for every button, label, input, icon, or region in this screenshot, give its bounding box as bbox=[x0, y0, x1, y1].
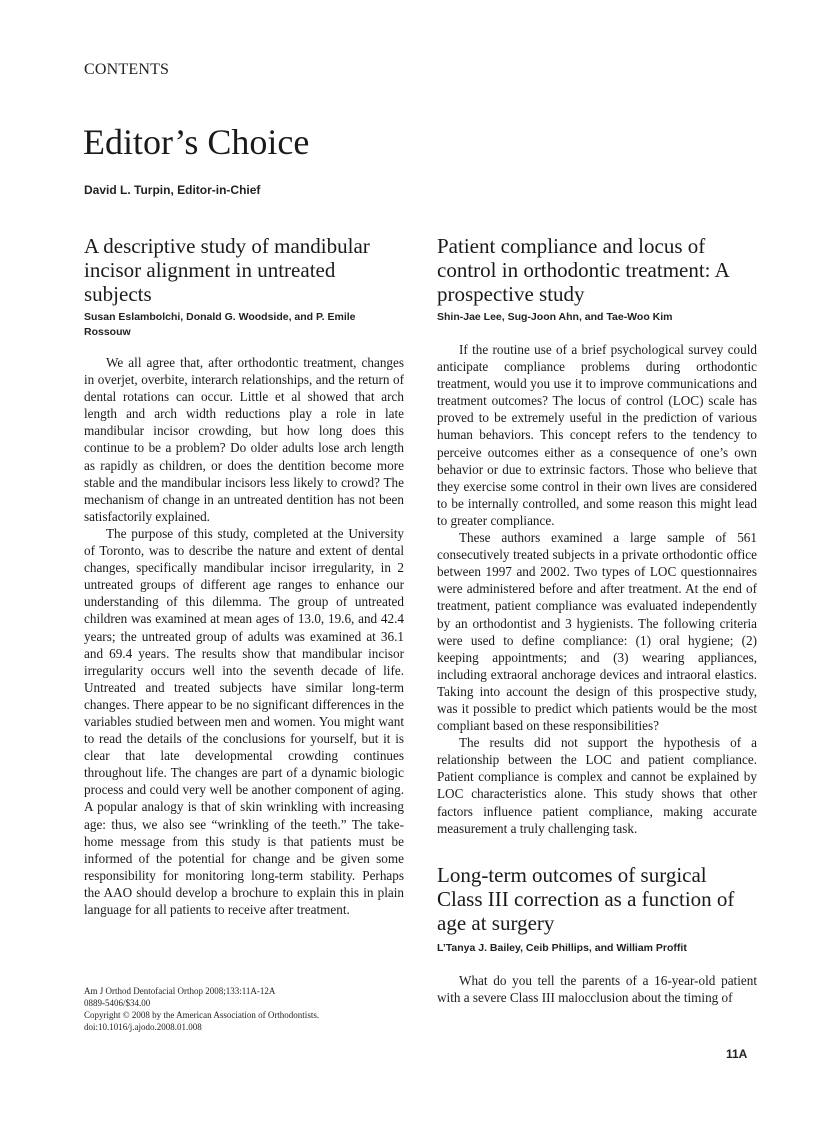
footer-citation-block bbox=[84, 985, 319, 1033]
paragraph: The purpose of this study, completed at the University of Toronto, was to describe the nature and extent of dental changes, specifically mandibular incisor irregularity, in 2 untreated groups of different age ranges to enhance our understanding of this dilemma. The group of untreated children was examined at mean ages of 13.0, 19.6, and 42.4 years; the untreated group of adults was examined at 36.1 and 69.4 years. The results show that mandibular incisor irregularity occurs well into the seventh decade of life. Untreated and treated subjects have similar long-term changes. There appear to be no significant differences in the variables studied between men and women. You might want to read the details of the conclusions for yourself, but it is clear that late developmental crowding continues throughout life. The changes are part of a dynamic biologic process and could very well be another component of aging. A popular analogy is that of skin wrinkling with increasing age: thus, we also see “wrinkling of the teeth.” The take-home message from this study is that patients must be informed of the potential for change and be given some responsibility for monitoring long-term stability. Perhaps the AAO should develop a brochure to explain this in plain language for all patients to receive after treatment. bbox=[84, 525, 404, 917]
journal-citation: Am J Orthod Dentofacial Orthop 2008;133:11A-12A bbox=[84, 986, 276, 996]
issn-price: 0889-5406/$34.00 bbox=[84, 998, 151, 1008]
article-authors: L’Tanya J. Bailey, Ceib Phillips, and William Proffit bbox=[437, 941, 687, 954]
article-class-iii-surgery bbox=[437, 863, 757, 1006]
section-label: CONTENTS bbox=[84, 61, 170, 78]
article-title[interactable]: Patient compliance and locus of control in orthodontic treatment: A prospective study bbox=[437, 234, 729, 306]
article-title[interactable]: Long-term outcomes of surgical Class III correction as a function of age at surgery bbox=[437, 862, 735, 935]
article-body bbox=[437, 972, 757, 1006]
paragraph: If the routine use of a brief psychological survey could anticipate compliance problems during orthodontic treatment, would you use it to improve communications and treatment outcomes? The locus of control (LOC) scale has proved to be extremely useful in the prediction of various human behaviors. This concept refers to the tendency to perceive outcomes either as a consequence of one’s own behavior or due to extrinsic factors. Those who believe that they exercise some control in their own lives are considered to be internally controlled, and some reason this might lead to greater compliance. bbox=[437, 342, 757, 528]
copyright-notice: Copyright © 2008 by the American Association of Orthodontists. bbox=[84, 1010, 320, 1020]
paragraph: These authors examined a large sample of 561 consecutively treated subjects in a private orthodontic office between 1997 and 2002. Two types of LOC questionnaires were administered before and after treatment. At the end of treatment, patient compliance was evaluated independently by an orthodontist and 3 hygienists. The following criteria were used to define compliance: (1) oral hygiene; (2) keeping appointments; and (3) wearing appliances, including extraoral anchorage devices and intraoral elastics. Taking into account the design of this prospective study, was it possible to predict which patients would be the most compliant based on these responsibilities? bbox=[437, 530, 757, 734]
article-body bbox=[84, 354, 404, 918]
doi-link[interactable]: doi:10.1016/j.ajodo.2008.01.008 bbox=[84, 1022, 202, 1032]
left-column bbox=[84, 234, 404, 918]
right-column bbox=[437, 234, 757, 1006]
article-mandibular-incisor bbox=[84, 234, 404, 918]
authors-text: Susan Eslambolchi, Donald G. Woodside, and P. Emile Rossouw bbox=[84, 311, 356, 338]
article-patient-compliance bbox=[437, 234, 757, 837]
article-authors bbox=[84, 310, 404, 340]
editor-byline: David L. Turpin, Editor-in-Chief bbox=[84, 183, 261, 197]
paragraph: We all agree that, after orthodontic treatment, changes in overjet, overbite, interarch relationships, and the return of dental rotations can occur. Little et al showed that arch length and arch width reductions play a role in late mandibular incisor crowding, but how long does this continue to be a problem? Do older adults lose arch length as rapidly as children, or does the dentition become more stable and the mandibular incisors less likely to crowd? The mechanism of change in an untreated dentition has not been satisfactorily explained. bbox=[84, 355, 404, 524]
paragraph: What do you tell the parents of a 16-year-old patient with a severe Class III malocclusion about the timing of bbox=[437, 972, 757, 1005]
article-title[interactable]: A descriptive study of mandibular incisor alignment in untreated subjects bbox=[84, 234, 370, 306]
article-body bbox=[437, 341, 757, 837]
article-authors: Shin-Jae Lee, Sug-Joon Ahn, and Tae-Woo Kim bbox=[437, 311, 673, 323]
paragraph: The results did not support the hypothesis of a relationship between the LOC and patient compliance. Patient compliance is complex and cannot be explained by LOC characteristics alone. This study shows that other factors influence patient compliance, making accurate measurement a truly challenging task. bbox=[437, 735, 757, 836]
page-title: Editor’s Choice bbox=[83, 122, 310, 162]
page-number: 11A bbox=[726, 1047, 748, 1061]
